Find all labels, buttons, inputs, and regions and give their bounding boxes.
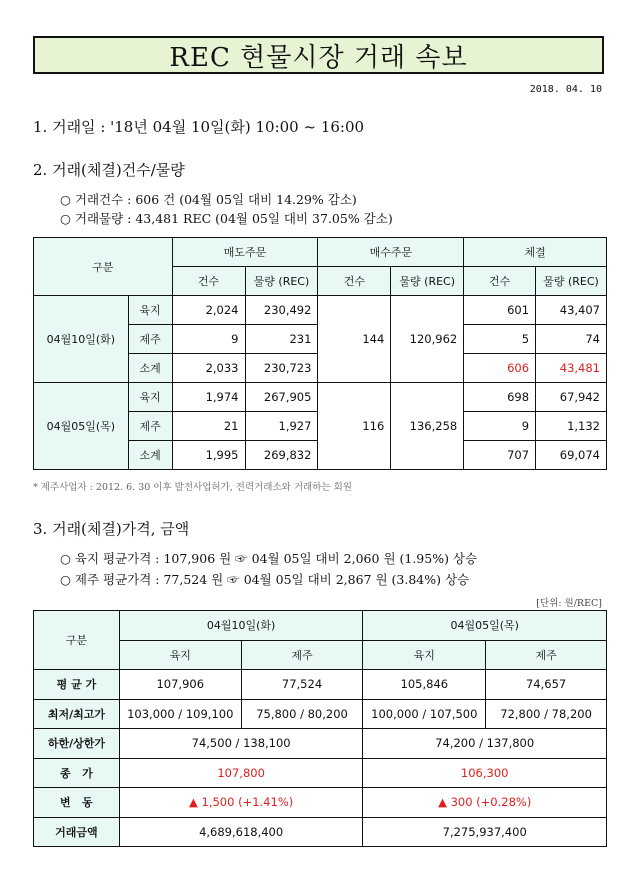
header-count: 건수 (172, 267, 245, 296)
header-jeju: 제주 (486, 640, 607, 670)
table-row (34, 817, 607, 847)
volume-table (33, 237, 607, 470)
price-cell: 103,000 / 109,100 (119, 699, 241, 729)
deal-qty: 43,481 (536, 354, 607, 383)
header-group: 구분 (34, 238, 173, 296)
header-qty: 물량 (REC) (391, 267, 464, 296)
trade-amount: 4,689,618,400 (119, 817, 363, 847)
table-row (34, 788, 607, 818)
deal-qty: 43,407 (536, 296, 607, 325)
row-label: 변 동 (34, 788, 120, 818)
buy-count: 144 (318, 296, 391, 383)
section-2-heading: 2. 거래(체결)건수/물량 (33, 161, 185, 179)
deal-count: 707 (464, 441, 536, 470)
deal-qty: 67,942 (536, 383, 607, 412)
header-count: 건수 (464, 267, 536, 296)
sell-count: 2,033 (172, 354, 245, 383)
deal-count: 606 (464, 354, 536, 383)
price-cell: 75,800 / 80,200 (241, 699, 363, 729)
price-change: ▲ 1,500 (+1.41%) (119, 788, 363, 818)
row-label: 제주 (128, 325, 172, 354)
page-title-text: REC 현물시장 거래 속보 (169, 42, 468, 73)
buy-qty: 136,258 (391, 383, 464, 470)
header-buy-order: 매수주문 (318, 238, 464, 267)
sell-count: 2,024 (172, 296, 245, 325)
close-price: 106,300 (363, 758, 607, 788)
row-label: 제주 (128, 412, 172, 441)
sell-qty: 1,927 (245, 412, 318, 441)
header-count: 건수 (318, 267, 391, 296)
header-sell-order: 매도주문 (172, 238, 318, 267)
trade-amount: 7,275,937,400 (363, 817, 607, 847)
table-row (34, 729, 607, 759)
sell-qty: 231 (245, 325, 318, 354)
sell-qty: 230,492 (245, 296, 318, 325)
deal-count: 601 (464, 296, 536, 325)
table-row (34, 383, 607, 412)
price-cell: 74,500 / 138,100 (119, 729, 363, 759)
table-row (34, 670, 607, 700)
sell-qty: 269,832 (245, 441, 318, 470)
section-3-bullet: ○ 제주 평균가격 : 77,524 원 ☞ 04월 05일 대비 2,867 원 (3.84%) 상승 (60, 572, 470, 587)
price-change: ▲ 300 (+0.28%) (363, 788, 607, 818)
section-3-bullet: ○ 육지 평균가격 : 107,906 원 ☞ 04월 05일 대비 2,060 원 (1.95%) 상승 (60, 551, 478, 566)
header-jeju: 제주 (241, 640, 363, 670)
sell-count: 1,995 (172, 441, 245, 470)
row-date: 04월05일(목) (34, 383, 129, 470)
footnote: * 제주사업자 : 2012. 6. 30 이후 발전사업허가, 전력거래소와 거래하는 회원 (33, 482, 352, 493)
row-label: 육지 (128, 296, 172, 325)
row-label: 소계 (128, 441, 172, 470)
row-date: 04월10일(화) (34, 296, 129, 383)
sell-count: 21 (172, 412, 245, 441)
section-2-bullet: ○ 거래물량 : 43,481 REC (04월 05일 대비 37.05% 감소) (60, 211, 393, 226)
sell-qty: 230,723 (245, 354, 318, 383)
header-date: 04월05일(목) (363, 611, 607, 641)
deal-qty: 1,132 (536, 412, 607, 441)
price-cell: 74,657 (486, 670, 607, 700)
page-title (33, 36, 604, 74)
header-qty: 물량 (REC) (245, 267, 318, 296)
price-cell: 105,846 (363, 670, 486, 700)
deal-qty: 69,074 (536, 441, 607, 470)
price-cell: 77,524 (241, 670, 363, 700)
price-cell: 72,800 / 78,200 (486, 699, 607, 729)
row-label: 하한/상한가 (34, 729, 120, 759)
section-2-bullet: ○ 거래건수 : 606 건 (04월 05일 대비 14.29% 감소) (60, 192, 357, 207)
price-table (33, 610, 607, 847)
row-label: 육지 (128, 383, 172, 412)
row-label: 평 균 가 (34, 670, 120, 700)
row-label: 거래금액 (34, 817, 120, 847)
close-price: 107,800 (119, 758, 363, 788)
section-1-heading: 1. 거래일 : '18년 04월 10일(화) 10:00 ~ 16:00 (33, 118, 365, 136)
price-cell: 100,000 / 107,500 (363, 699, 486, 729)
table-row (34, 758, 607, 788)
deal-count: 698 (464, 383, 536, 412)
sell-qty: 267,905 (245, 383, 318, 412)
unit-label: [단위: 원/REC] (536, 598, 602, 609)
sell-count: 1,974 (172, 383, 245, 412)
buy-qty: 120,962 (391, 296, 464, 383)
deal-count: 5 (464, 325, 536, 354)
header-deal: 체결 (464, 238, 607, 267)
row-label: 최저/최고가 (34, 699, 120, 729)
deal-qty: 74 (536, 325, 607, 354)
row-label: 종 가 (34, 758, 120, 788)
report-date: 2018. 04. 10 (529, 84, 602, 95)
row-label: 소계 (128, 354, 172, 383)
buy-count: 116 (318, 383, 391, 470)
price-cell: 74,200 / 137,800 (363, 729, 607, 759)
table-row (34, 296, 607, 325)
header-group: 구분 (34, 611, 120, 670)
table-row (34, 699, 607, 729)
section-3-heading: 3. 거래(체결)가격, 금액 (33, 520, 190, 538)
header-land: 육지 (119, 640, 241, 670)
sell-count: 9 (172, 325, 245, 354)
price-cell: 107,906 (119, 670, 241, 700)
deal-count: 9 (464, 412, 536, 441)
header-land: 육지 (363, 640, 486, 670)
header-date: 04월10일(화) (119, 611, 363, 641)
header-qty: 물량 (REC) (536, 267, 607, 296)
